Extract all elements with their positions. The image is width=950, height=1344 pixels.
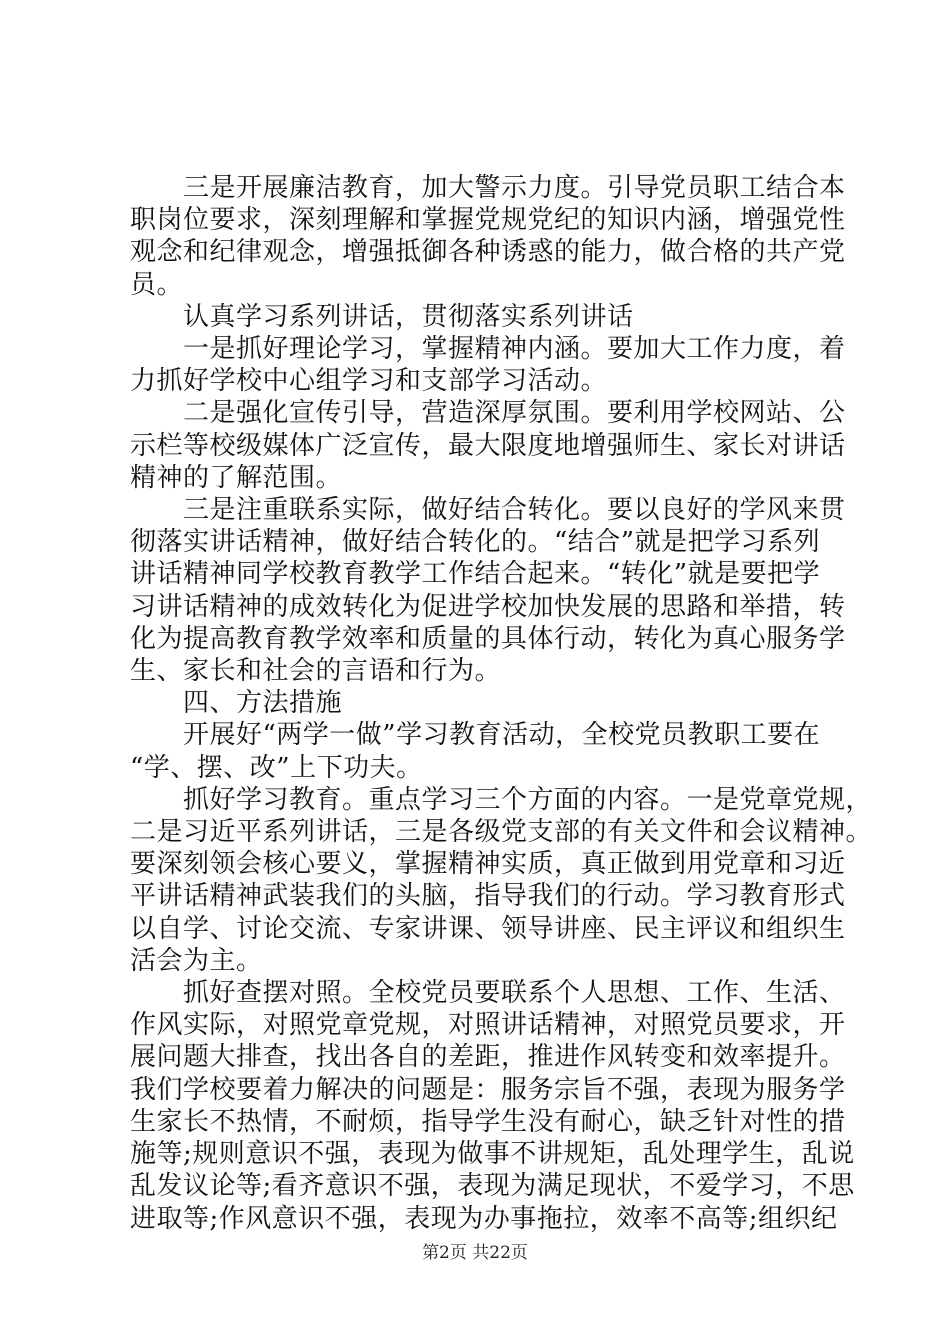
section-heading: 四、方法措施: [130, 688, 343, 719]
text-line: 开展好“两学一做”学习教育活动，全校党员教职工要在: [130, 720, 821, 751]
page-indicator: 第2页 共22页: [422, 1243, 528, 1263]
text-line: 职岗位要求，深刻理解和掌握党规党纪的知识内涵，增强党性: [130, 205, 846, 236]
text-line: 观念和纪律观念，增强抵御各种诱惑的能力，做合格的共产党: [130, 237, 846, 268]
text-line: 生、家长和社会的言语和行为。: [130, 656, 502, 687]
text-line: 三是开展廉洁教育，加大警示力度。引导党员职工结合本: [130, 173, 846, 203]
text-line: 展问题大排查，找出各自的差距，推进作风转变和效率提升。: [130, 1042, 846, 1073]
text-line: 平讲话精神武装我们的头脑，指导我们的行动。学习教育形式: [130, 881, 846, 912]
text-line: 讲话精神同学校教育教学工作结合起来。“转化”就是要把学: [130, 559, 821, 590]
text-line: 作风实际，对照党章党规，对照讲话精神，对照党员要求，开: [130, 1010, 846, 1041]
document-body: [130, 172, 873, 1235]
text-line: “学、摆、改”上下功夫。: [130, 752, 423, 783]
text-line: 一是抓好理论学习，掌握精神内涵。要加大工作力度，着: [130, 334, 846, 365]
text-line: 精神的了解范围。: [130, 462, 343, 493]
text-line: 生家长不热情，不耐烦，指导学生没有耐心，缺乏针对性的措: [130, 1106, 846, 1137]
text-line: 要深刻领会核心要义，掌握精神实质，真正做到用党章和习近: [130, 849, 846, 880]
text-line: 以自学、讨论交流、专家讲课、领导讲座、民主评议和组织生: [130, 913, 846, 944]
text-line: 习讲话精神的成效转化为促进学校加快发展的思路和举措，转: [130, 591, 846, 622]
text-line: 活会为主。: [130, 945, 263, 976]
text-line: 二是强化宣传引导，营造深厚氛围。要利用学校网站、公: [130, 398, 846, 429]
text-line: 化为提高教育教学效率和质量的具体行动，转化为真心服务学: [130, 623, 846, 654]
section-heading: 认真学习系列讲话，贯彻落实系列讲话: [130, 301, 634, 332]
text-line: 进取等;作风意识不强，表现为办事拖拉，效率不高等;组织纪: [130, 1203, 838, 1234]
text-line: 员。: [130, 269, 184, 300]
text-line: 彻落实讲话精神，做好结合转化的。“结合”就是把学习系列: [130, 527, 821, 558]
text-line: 二是习近平系列讲话，三是各级党支部的有关文件和会议精神。: [130, 817, 873, 848]
text-line: 三是注重联系实际，做好结合转化。要以良好的学风来贯: [130, 495, 846, 526]
text-line: 示栏等校级媒体广泛宣传，最大限度地增强师生、家长对讲话: [130, 430, 846, 461]
text-line: 力抓好学校中心组学习和支部学习活动。: [130, 366, 608, 397]
text-line: 抓好学习教育。重点学习三个方面的内容。一是党章党规，: [130, 784, 873, 815]
text-line: 乱发议论等;看齐意识不强，表现为满足现状，不爱学习，不思: [130, 1171, 855, 1202]
text-line: 我们学校要着力解决的问题是：服务宗旨不强，表现为服务学: [130, 1074, 846, 1105]
text-line: 施等;规则意识不强，表现为做事不讲规矩，乱处理学生，乱说: [130, 1139, 855, 1170]
text-line: 抓好查摆对照。全校党员要联系个人思想、工作、生活、: [130, 978, 846, 1009]
